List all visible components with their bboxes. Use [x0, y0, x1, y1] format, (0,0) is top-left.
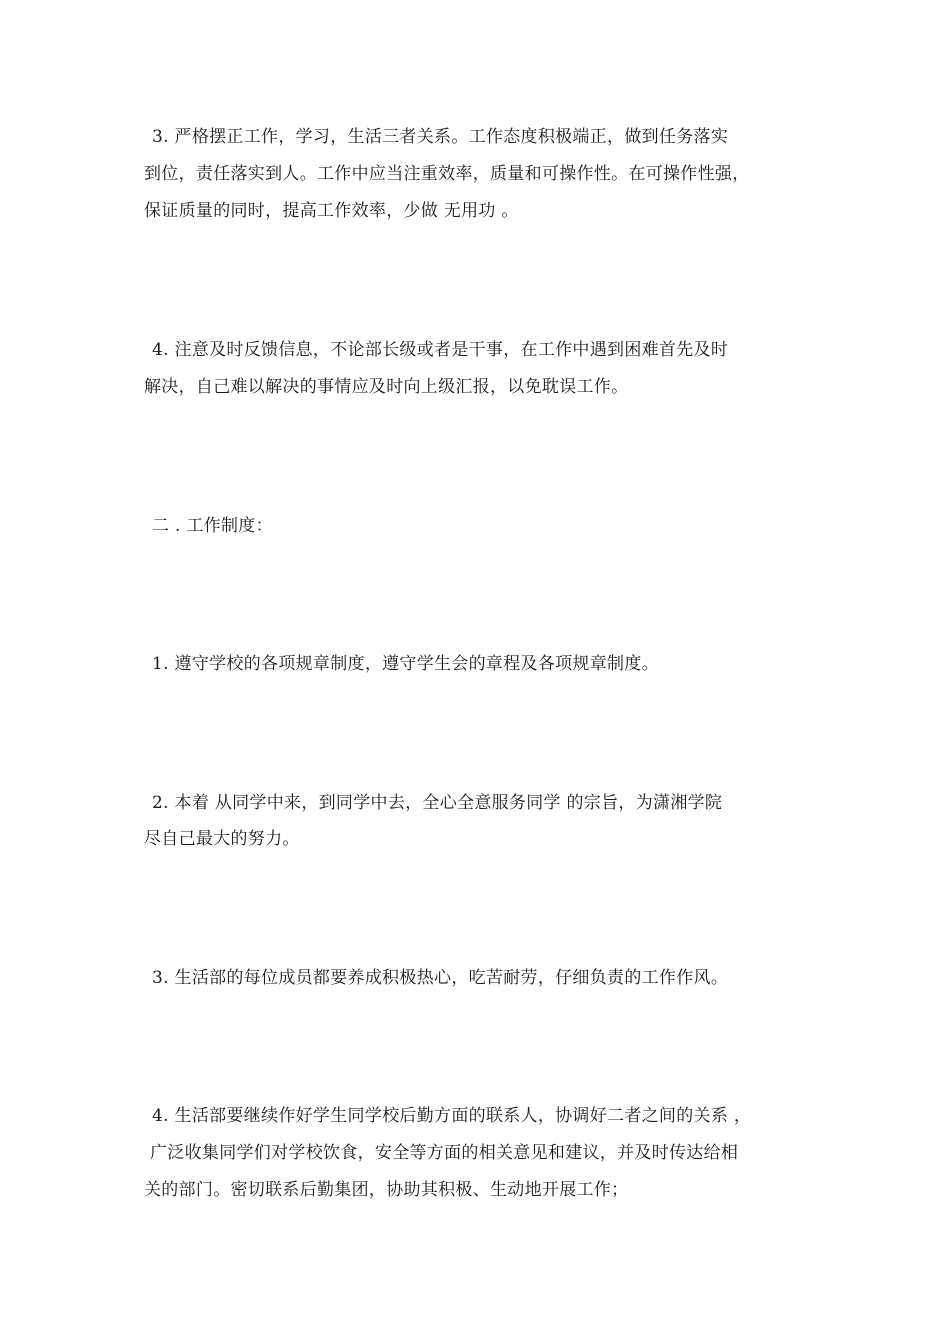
text-line: 尽自己最大的努力。 — [144, 829, 300, 849]
text-line: 广泛收集同学们对学校饮食，安全等方面的相关意见和建议，并及时传达给相 — [150, 1143, 739, 1163]
text-line: 保证质量的同时，提高工作效率，少做 无用功 。 — [144, 201, 519, 221]
text-line: 到位，责任落实到人。工作中应当注重效率，质量和可操作性。在可操作性强， — [144, 164, 750, 184]
text-line: 4. 注意及时反馈信息，不论部长级或者是干事，在工作中遇到困难首先及时 — [152, 340, 729, 360]
text-line: 1. 遵守学校的各项规章制度，遵守学生会的章程及各项规章制度。 — [152, 654, 659, 674]
text-line: 关的部门。密切联系后勤集团，协助其积极、生动地开展工作； — [144, 1180, 629, 1200]
text-line: 3. 生活部的每位成员都要养成积极热心，吃苦耐劳，仔细负责的工作作风。 — [152, 968, 729, 988]
text-line: 2. 本着 从同学中来，到同学中去，全心全意服务同学 的宗旨，为潇湘学院 — [152, 793, 723, 813]
section-heading: 二 . 工作制度： — [152, 516, 273, 536]
text-line: 4. 生活部要继续作好学生同学校后勤方面的联系人，协调好二者之间的关系 ， — [152, 1106, 752, 1126]
text-line: 解决，自己难以解决的事情应及时向上级汇报，以免耽误工作。 — [144, 377, 629, 397]
text-line: 3. 严格摆正工作，学习，生活三者关系。工作态度积极端正，做到任务落实 — [152, 127, 729, 147]
